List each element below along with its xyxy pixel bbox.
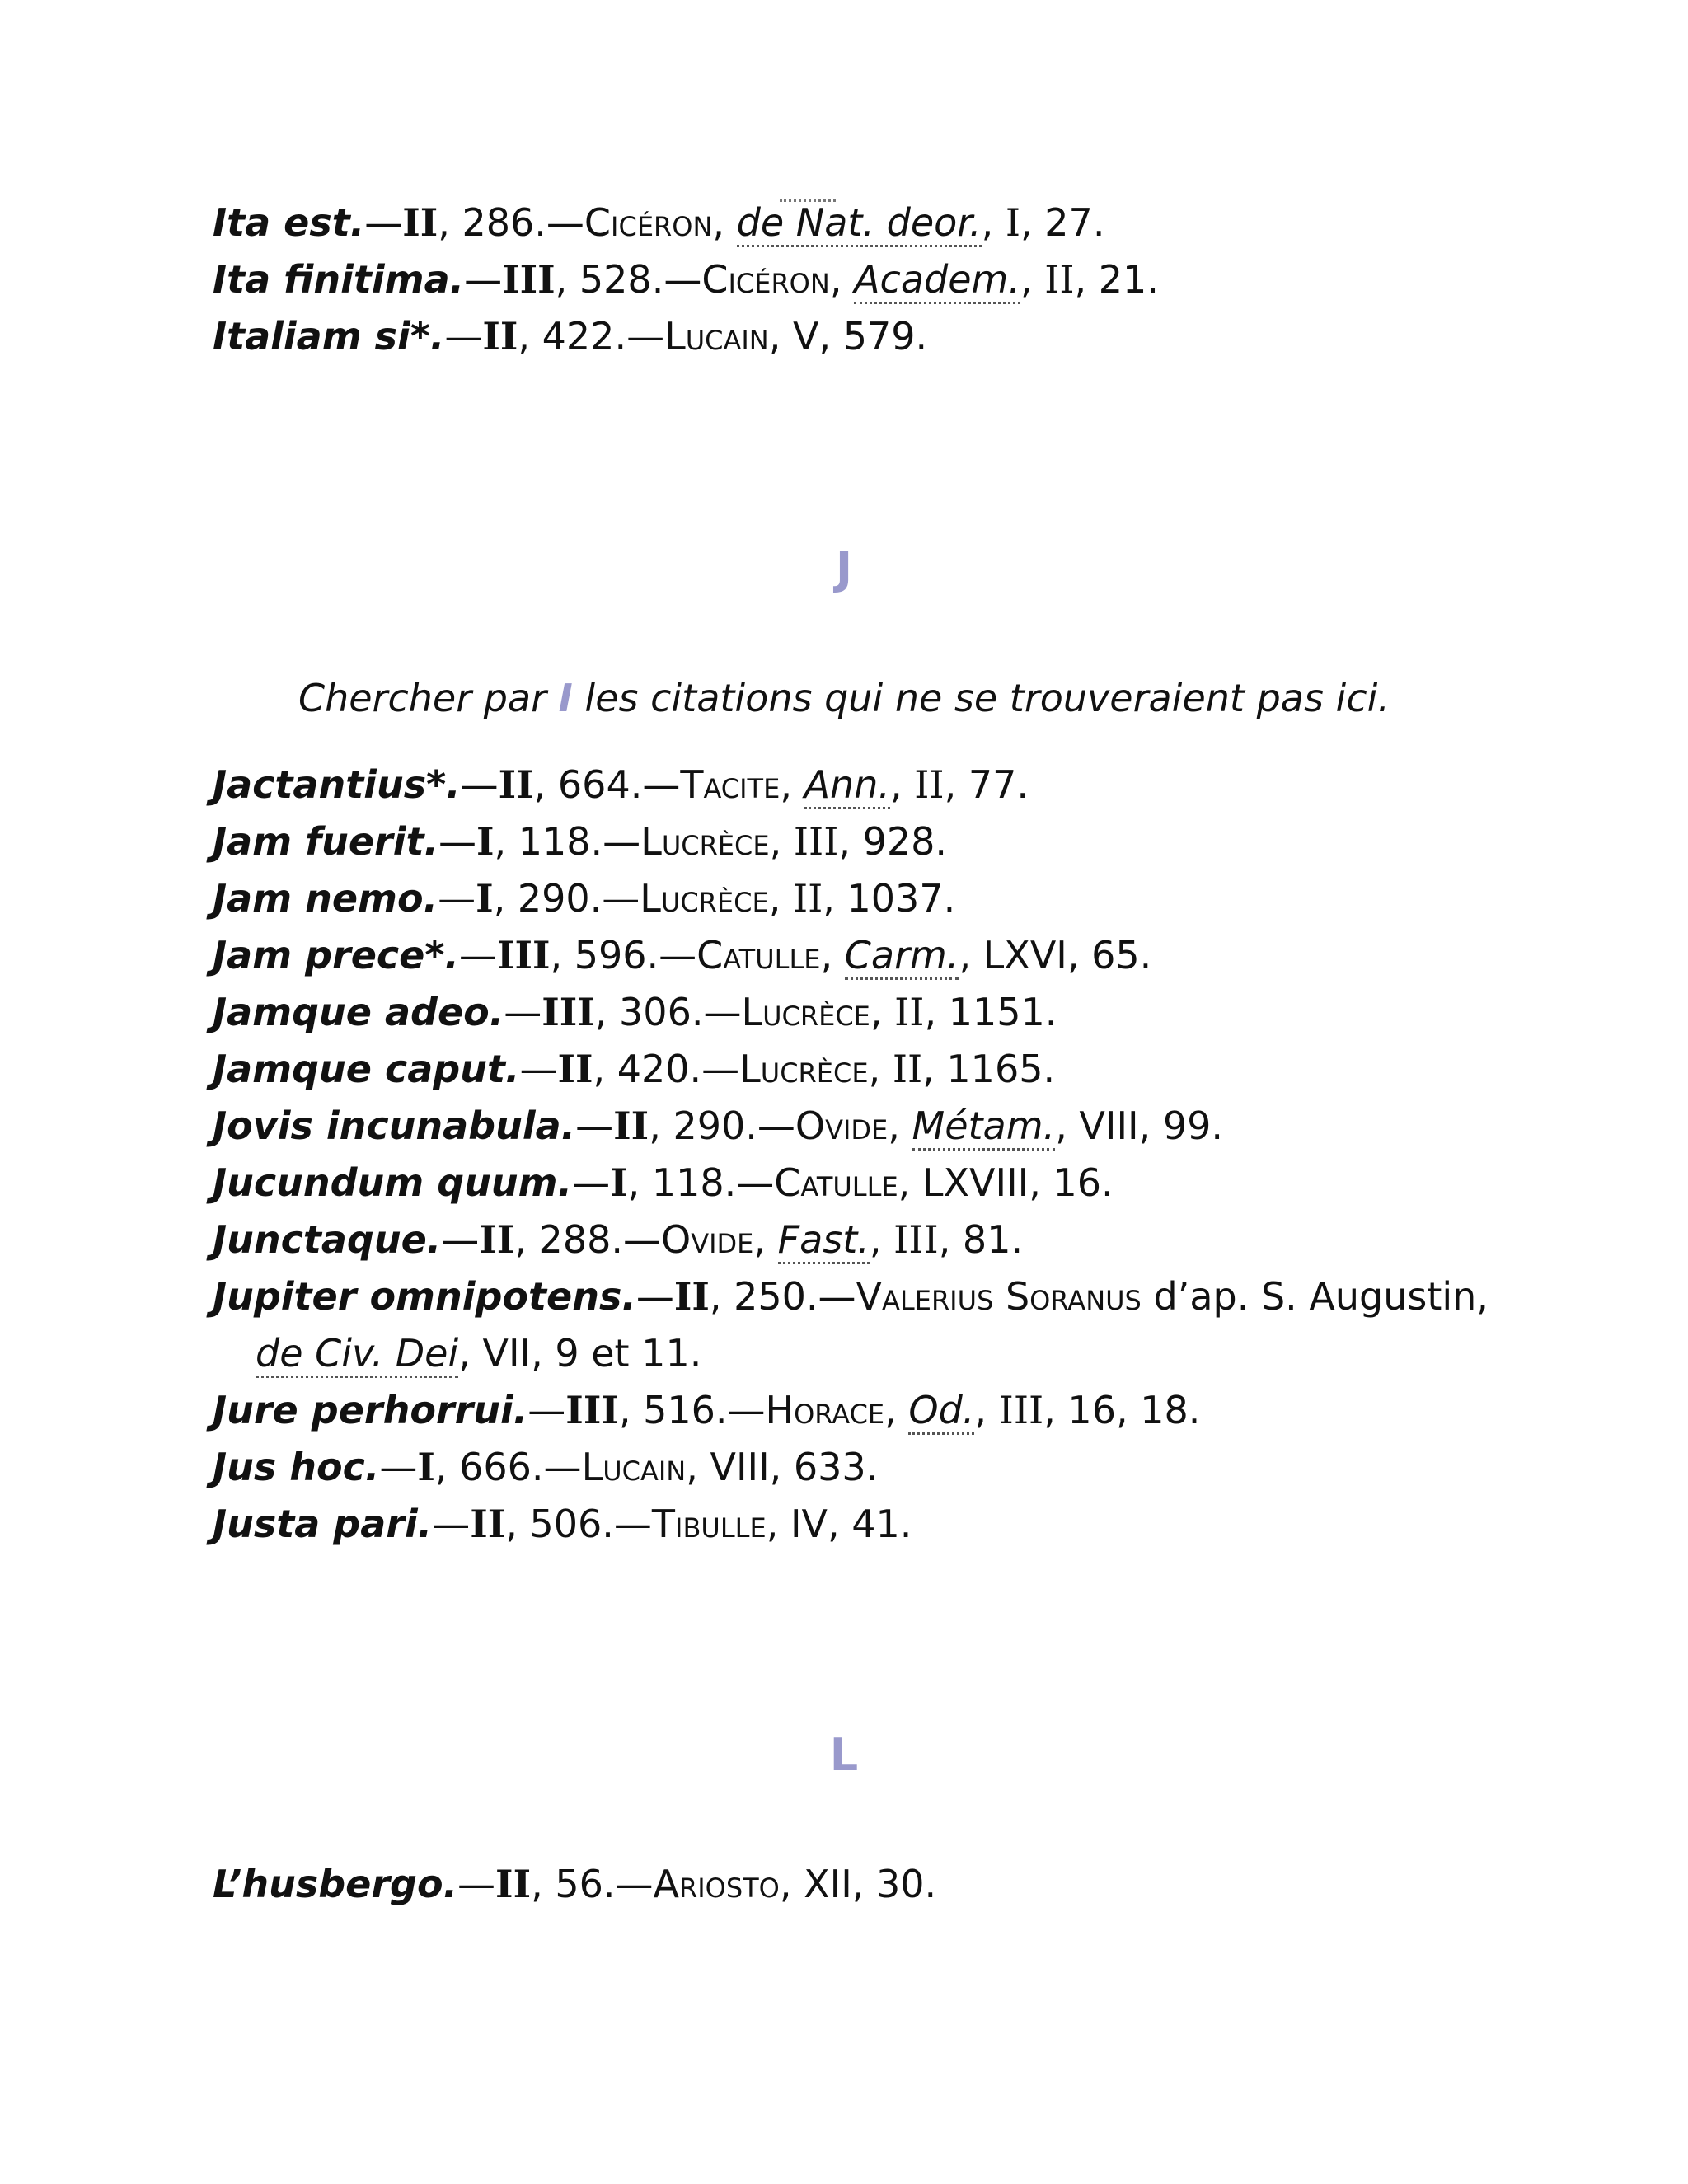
entry-ref-roman: II	[1044, 257, 1075, 302]
entry-separator: ,	[974, 1388, 999, 1432]
note-ref-letter-link[interactable]: I	[558, 676, 573, 720]
index-entry	[213, 1268, 1498, 1382]
index-entry: Junctaque.—II, 288.—Ovide, Fast., III, 81.	[213, 1212, 1498, 1268]
entry-lemma: Italiam si*.	[213, 314, 445, 359]
entry-work-link[interactable]: Carm.	[845, 933, 959, 980]
entry-author: Cicéron	[701, 257, 830, 302]
entry-volume: II	[495, 1862, 532, 1906]
entry-page: , 118.—	[627, 1160, 775, 1205]
note-text-after: les citations qui ne se trouveraient pas ici.	[572, 676, 1390, 720]
index-entry: Ita est.—II, 286.—Cicéron, de Nat. deor., I, 27.	[213, 194, 1498, 251]
entry-work-link[interactable]: Ann.	[804, 762, 890, 809]
entry-ref-roman: III	[998, 1388, 1044, 1432]
index-entry: Justa pari.—II, 506.—Tibulle, IV, 41.	[213, 1502, 912, 1546]
section-l-entries	[213, 1856, 1498, 1913]
entry-volume: II	[557, 1047, 593, 1091]
entry-author: Lucain	[664, 314, 769, 359]
entry-author: Lucrèce	[739, 1047, 869, 1091]
entry-lemma: Jam fuerit.	[213, 819, 438, 864]
entry-ref-end: , 16, 18.	[1043, 1388, 1201, 1432]
entry-lemma: Jus hoc.	[213, 1445, 380, 1489]
entry-volume: II	[498, 762, 534, 807]
index-entry: Jamque adeo.—III, 306.—Lucrèce, II, 1151.	[213, 990, 1057, 1034]
entry-lemma: Jucundum quum.	[213, 1160, 573, 1205]
entry-separator: ,	[769, 819, 794, 864]
entry-author: Tibulle	[651, 1502, 767, 1546]
entry-lemma: Jam prece*.	[213, 933, 459, 977]
index-entry: Ita finitima.—III, 528.—Cicéron, Academ., II, 21.	[213, 251, 1498, 308]
entry-reference: , VIII, 633.	[686, 1445, 879, 1489]
entry-ref-end: , 21.	[1074, 257, 1159, 302]
entry-volume: III	[502, 257, 556, 302]
entry-ref-roman: I	[1005, 200, 1021, 245]
entry-page: , 506.—	[505, 1502, 652, 1546]
entry-work-link[interactable]: de Nat. deor.	[737, 200, 982, 247]
entry-author: Lucrèce	[640, 876, 769, 921]
entry-author: Catulle	[774, 1160, 898, 1205]
entry-volume: II	[613, 1104, 649, 1148]
entry-volume: III	[542, 990, 595, 1034]
section-letter-j: J	[835, 542, 853, 594]
entry-page: , 118.—	[494, 819, 641, 864]
entry-page: , 286.—	[438, 200, 584, 245]
entry-page: , 288.—	[514, 1217, 661, 1262]
index-entry: Jure perhorrui.—III, 516.—Horace, Od., III, 16, 18.	[213, 1382, 1498, 1439]
entry-author: Catulle	[696, 933, 821, 977]
entry-separator: ,	[829, 257, 855, 302]
entry-page: , 422.—	[518, 314, 665, 359]
entry-reference: , V, 579.	[768, 314, 928, 359]
entry-volume: I	[476, 876, 494, 921]
entry-page: , 56.—	[531, 1862, 654, 1906]
entry-work-link[interactable]: Métam.	[912, 1104, 1056, 1151]
entry-reference: , LXVI, 65.	[959, 933, 1152, 977]
entry-lemma: L’husbergo.	[213, 1862, 458, 1906]
entry-volume: II	[673, 1274, 710, 1319]
entry-work-link[interactable]: de Civ. Dei	[256, 1331, 458, 1378]
entry-work-link[interactable]: Academ.	[854, 257, 1020, 304]
entry-lemma: Junctaque.	[213, 1217, 442, 1262]
entry-separator: ,	[868, 1047, 893, 1091]
entry-ref-end: , 1165.	[922, 1047, 1056, 1091]
entry-author: Lucrèce	[640, 819, 770, 864]
entry-separator: ,	[753, 1217, 778, 1262]
entry-reference: , IV, 41.	[766, 1502, 912, 1546]
entry-ref-end: , 27.	[1020, 200, 1105, 245]
entry-ref-roman: III	[793, 819, 839, 864]
entry-volume: I	[610, 1160, 628, 1205]
entry-page: , 528.—	[555, 257, 702, 302]
section-j-entries	[213, 757, 1498, 1553]
entry-ref-roman: II	[792, 876, 823, 921]
entry-ref-end: , 928.	[838, 819, 948, 864]
entry-separator: ,	[768, 876, 793, 921]
entry-page: , 596.—	[550, 933, 697, 977]
entry-separator: ,	[870, 990, 895, 1034]
entry-author: Tacite	[680, 762, 781, 807]
entry-lemma: Jam nemo.	[213, 876, 438, 921]
index-entry: Jam prece*.—III, 596.—Catulle, Carm., LXVI, 65.	[213, 927, 1498, 984]
entry-lemma: Ita finitima.	[213, 257, 465, 302]
entry-author: Ovide	[795, 1104, 889, 1148]
entry-lemma: Jure perhorrui.	[213, 1388, 528, 1432]
entry-volume: II	[479, 1217, 515, 1262]
entry-ref-roman: II	[894, 990, 925, 1034]
section-note	[0, 676, 1688, 720]
entry-reference: , LXVIII, 16.	[898, 1160, 1114, 1205]
entry-work-link[interactable]: Fast.	[778, 1217, 870, 1264]
entry-page: , 290.—	[493, 876, 640, 921]
entry-volume: II	[470, 1502, 506, 1546]
entry-lemma: Jamque adeo.	[213, 990, 504, 1034]
index-entry: Italiam si*.—II, 422.—Lucain, V, 579.	[213, 314, 928, 359]
entry-reference: d’ap. S. Augustin,	[1141, 1274, 1489, 1319]
entry-lemma: Jovis incunabula.	[213, 1104, 576, 1148]
index-entry: Jamque caput.—II, 420.—Lucrèce, II, 1165.	[213, 1047, 1056, 1091]
entry-ref-roman: II	[892, 1047, 923, 1091]
entry-lemma: Ita est.	[213, 200, 365, 245]
index-entry: Jovis incunabula.—II, 290.—Ovide, Métam., VIII, 99.	[213, 1098, 1498, 1155]
entry-ref-roman: II	[914, 762, 945, 807]
entry-ref-end: , 81.	[938, 1217, 1024, 1262]
entry-ref-end: , 1037.	[823, 876, 956, 921]
entry-lemma: Justa pari.	[213, 1502, 433, 1546]
entry-lemma: Jamque caput.	[213, 1047, 520, 1091]
entry-continuation	[213, 1325, 1498, 1382]
index-entry: L’husbergo.—II, 56.—Ariosto, XII, 30.	[213, 1862, 937, 1906]
entry-volume: III	[565, 1388, 619, 1432]
entry-volume: II	[482, 314, 518, 359]
entry-author: Ovide	[660, 1217, 754, 1262]
entry-author: Valerius Soranus	[856, 1274, 1142, 1319]
index-entry: Jactantius*.—II, 664.—Tacite, Ann., II, 77.	[213, 757, 1498, 813]
index-entry: Jam fuerit.—I, 118.—Lucrèce, III, 928.	[213, 819, 948, 864]
entry-page: , 666.—	[434, 1445, 582, 1489]
entry-separator: ,	[820, 933, 845, 977]
entry-ref-end: , 77.	[944, 762, 1029, 807]
entry-volume: I	[417, 1445, 435, 1489]
index-entry: Jucundum quum.—I, 118.—Catulle, LXVIII, 16.	[213, 1160, 1114, 1205]
section-letter-l: L	[829, 1729, 859, 1781]
entry-page: , 420.—	[593, 1047, 740, 1091]
index-entry: Jus hoc.—I, 666.—Lucain, VIII, 633.	[213, 1445, 879, 1489]
entry-page: , 664.—	[533, 762, 681, 807]
entry-lemma: Jactantius*.	[213, 762, 461, 807]
entry-work-link[interactable]: Od.	[908, 1388, 974, 1435]
entry-author: Lucain	[581, 1445, 687, 1489]
entry-reference: , XII, 30.	[779, 1862, 937, 1906]
entry-page: , 290.—	[649, 1104, 795, 1148]
entry-ref-roman: III	[893, 1217, 939, 1262]
entry-author: Horace	[765, 1388, 885, 1432]
entry-page: , 306.—	[594, 990, 742, 1034]
entry-page: , 250.—	[709, 1274, 856, 1319]
entry-volume: II	[402, 200, 438, 245]
index-entry: Jam nemo.—I, 290.—Lucrèce, II, 1037.	[213, 876, 956, 921]
entry-lemma: Jupiter omnipotens.	[213, 1274, 636, 1319]
entry-volume: III	[496, 933, 551, 977]
entry-first-line: Jupiter omnipotens.—II, 250.—Valerius Soranus d’ap. S. Augustin,	[213, 1274, 1489, 1319]
entry-separator: ,	[780, 762, 804, 807]
entry-author: Cicéron	[584, 200, 713, 245]
note-text-before: Chercher par	[298, 676, 559, 720]
entry-separator: ,	[869, 1217, 894, 1262]
entry-ref-end: , 1151.	[924, 990, 1057, 1034]
entry-volume: I	[476, 819, 495, 864]
entry-reference: , VII, 9 et 11.	[458, 1331, 702, 1376]
entry-page: , 516.—	[618, 1388, 766, 1432]
entry-author: Lucrèce	[741, 990, 870, 1034]
section-i-entries	[213, 194, 1498, 365]
entry-reference: , VIII, 99.	[1055, 1104, 1223, 1148]
entry-separator: ,	[884, 1388, 909, 1432]
entry-separator: ,	[712, 200, 737, 245]
entry-separator: ,	[888, 1104, 912, 1148]
entry-author: Ariosto	[653, 1862, 780, 1906]
